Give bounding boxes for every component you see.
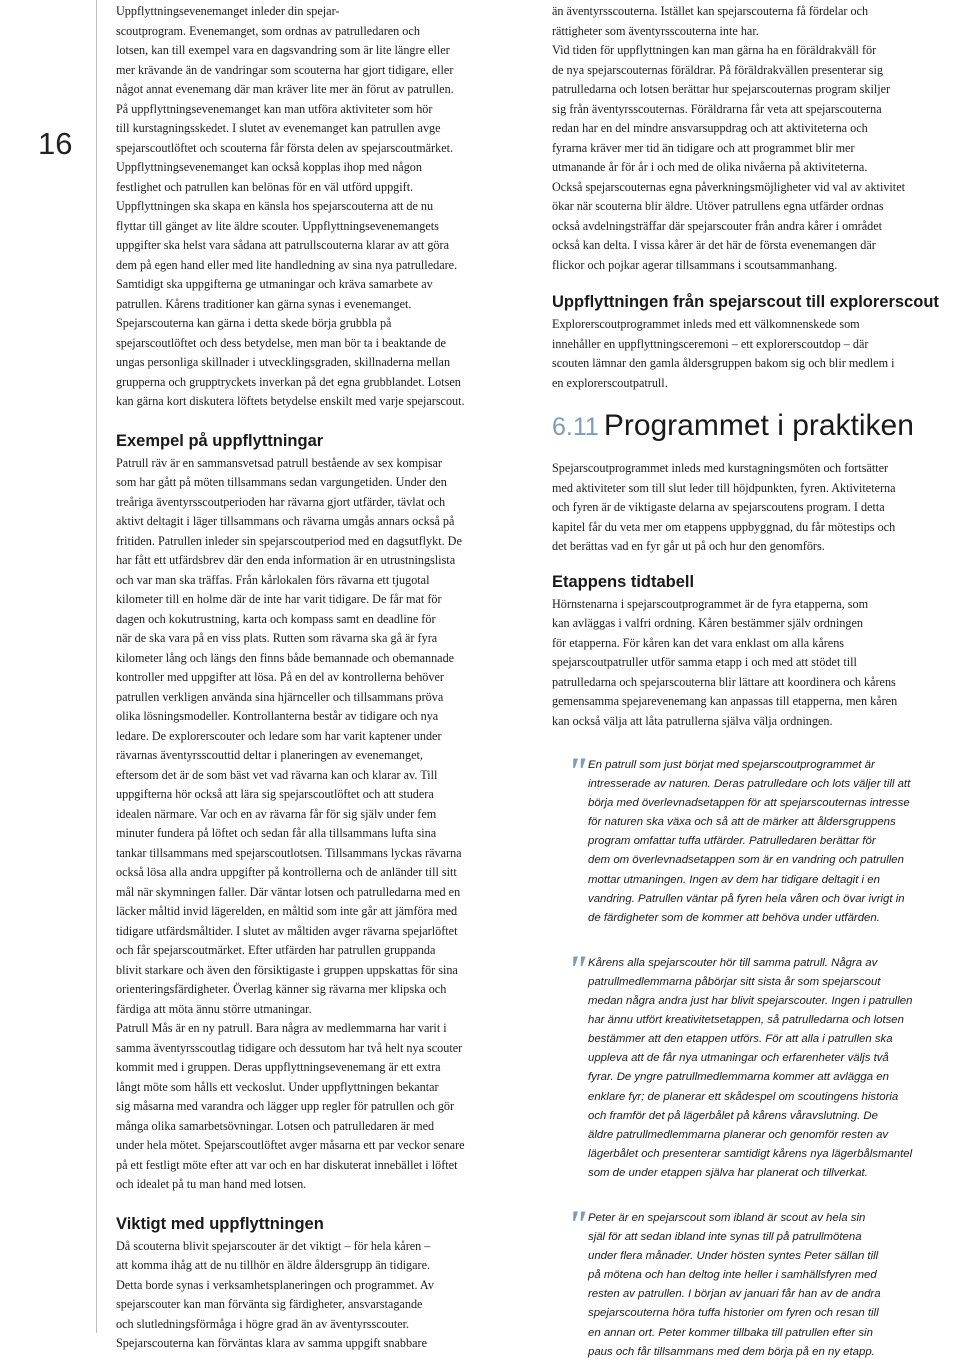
right-column: [552, 2, 958, 1362]
viktigt-paragraph: Då scouterna blivit spejarscouter är det viktigt – för hela kåren – att komma ihåg att de nu tillhör en äldre åldersgrupp än tidigare. Detta borde synas i verksamhetsplaneringen och programmet. Av spejarscouter kan man förvänta sig färdigheter, ansvarstagande och slutledningsförmåga i högre grad än av äventyrsscouter. Spejarscouterna kan förväntas klara av samma uppgift snabbare: [116, 1238, 434, 1350]
quote-block-2: [552, 946, 958, 1183]
quote-block-3: [552, 1201, 958, 1362]
intro-paragraph: Uppflyttningsevenemanget inleder din spejar- scoutprogram. Evenemanget, som ordnas av patrulledaren och lotsen, kan till exempel vara en dagsvandring som är lite längre eller mer krävande än de vandringar som scouterna har gjort tidigare, eller något annat evenemang där man kräver lite mer än förut av patrullen. På uppflyttningsevenemanget kan man utföra aktiviteter som hör till kurstagningsskedet. I slutet av evenemanget kan patrullen avge spejarscoutlöftet och scouterna får första delen av spejarscoutmärket. Uppflyttningsevenemanget kan också kopplas ihop med någon festlighet och patrullen kan belönas för en väl utförd uppgift. Uppflyttningen ska skapa en känsla hos spejarscouterna att de nu flyttar till gänget av lite äldre scouter. Uppflyttningsevenemangets uppgifter ska helst vara sådana att patrullscouterna klarar av att göra dem på egen hand eller med lite handledning av sina nya patrulledare. Samtidigt ska uppgifterna ge utmaningar och kräva samarbete av patrullen. Kårens traditioner kan gärna synas i evenemanget.: [116, 4, 458, 311]
quote-text-1: En patrull som just börjat med spejarscoutprogrammet är intresserade av naturen. Deras patrulledare och lots väljer till att börja med överlevnadsetappen för att spejarscouternas intresse för naturen ska växa och så att de märker att åldersgruppens program omfattar tuffa utfärder. Patrulledaren berättar för dem om överlevnadsetappen som är en vandring och patrullen mottar utmaningen. Ingen av dem har tidigare deltagit i en vandring. Patrullen väntar på fyren hela våren och övar ivrigt in de färdigheter som de kommer att behöva under utfärden.: [588, 759, 911, 924]
heading-exempel: Exempel på uppflyttningar: [116, 431, 324, 450]
quote-text-2: Kårens alla spejarscouter hör till samma patrull. Några av patrullmedlemmarna påbörjar sitt sista år som spejarscout medan några andra just har blivit spejarscouter. Ingen i patrullen har ännu utfört kreativitetsetappen, så patrulledarna och lotsen bestämmer att den etappen utförs. För att alla i patrullen ska uppleva att de får nya utmaningar och erfarenheter väljs två fyrar. De yngre patrullmedlemmarna kommer att avlägga en enklare fyr; de planerar ett skådespel om scoutingens historia och framför det på lägerbålet på kårens våravslutning. De äldre patrullmedlemmarna planerar och genomför resten av lägerbålet och presenterar samtidigt kårens nya lägerbålsmantel som de under etappen själva har planerat och tillverkat.: [588, 956, 913, 1179]
example-rav-paragraph: Patrull räv är en sammansvetsad patrull bestående av sex kompisar som har gått på möten tillsammans sedan vargungetiden. Under den treåriga äventyrsscoutperioden har rävarna gjort utfärder, tävlat och aktivt deltagit i läger tillsammans och rävarna umgås annars också på fritiden. Patrullen inleder sin spejarscoutperiod med en dagsutflykt. De har fått ett utfärdsbrev där den enda information är en utrustningslista och var man ska träffas. Från kårlokalen förs rävarna ett tjugotal kilometer till en holme där de inte har varit tidigare. De får mat för dagen och kokutrustning, karta och kompass samt en deadline för när de ska vara på en viss plats. Rutten som rävarna ska gå är fyra kilometer lång och längs den finns både bemannade och obemannade kontroller med uppgifter att lösa. På en del av kontrollerna behöver patrullen verkligen använda sina hjärnceller och tillsammans pröva olika lösningsmodeller. Kontrollanterna består av tidigare och nya ledare. De explorerscouter och ledare som har varit kaptener under rävarnas äventyrsscouttid deltar i planeringen av evenemanget, eftersom det är de som bäst vet vad rävarna kan och klarar av. Till uppgifterna hör också att lära sig spejarscoutlöftet och att studera idealen närmare. Var och en av rävarna får för sig själv under fem minuter fundera på löftet och sedan får alla tillsammans lufta sina tankar tillsammans med spejarscoutlotsen. Tillsammans lyckas rävarna också lösa alla andra uppgifter på kontrollerna och de anländer till sitt mål när skymningen faller. Där väntar lotsen och patrulledarna med en läcker måltid invid lägerelden, en måltid som inte går att jämföra med tidigare utfärdsmåltider. I slutet av måltiden avger rävarna spejarlöftet och får spejarscoutmärket. Efter utfärden har patrullen gruppanda blivit starkare och även den försiktigaste i gruppen uppskattas för sina orienteringsfärdigheter. Överlag känner sig rävarna mer klipska och färdiga att möta ännu större utmaningar.: [116, 455, 462, 1016]
section-heading: [552, 409, 958, 443]
left-column: [116, 2, 522, 1354]
quote-text-3: Peter är en spejarscout som ibland är scout av hela sin själ för att sedan ibland inte synas till på patrullmötena under flera månader. Under hösten syntes Peter sällan till på mötena och han deltog inte heller i samhällsfyren med resten av patrullen. I början av januari får han av de andra spejarscouterna höra tuffa historier om fyren och resan till en annan ort. Peter kommer tillbaka till patrullen efter sin paus och får tillsammans med dem börja på en ny etapp.: [588, 1211, 881, 1358]
quote-block-1: [552, 749, 958, 928]
heading-viktigt: Viktigt med uppflyttningen: [116, 1214, 324, 1233]
margin-rule: [96, 0, 97, 1333]
heading-tidtabell: Etappens tidtabell: [552, 572, 695, 591]
example-mas-paragraph: Patrull Mås är en ny patrull. Bara några av medlemmarna har varit i samma äventyrsscoutlag tidigare och dessutom har två helt nya scouter kommit med i gruppen. Deras uppflyttningsevenemang är ett extra långt möte som hålls ett veckoslut. Under uppflyttningen bekantar sig måsarna med varandra och lägger upp regler för patrullen och gör många olika samarbetsövningar. Lotsen och patrulledaren är med under hela mötet. Spejarscoutlöftet avger måsarna ett par veckor senare på ett festligt möte efter att var och en har diskuterat innebället i löftet och idealet på tu man hand med lotsen.: [116, 1021, 465, 1191]
lotsen-paragraph: Spejarscouterna kan gärna i detta skede börja grubbla på spejarscoutlöftet och dess betydelse, men man bör ta i beaktande de ungas personliga skillnader i utvecklingsgraden, skillnaderna mellan grupperna och grupptryckets inverkan på det egna grubblandet. Lotsen kan gärna kort diskutera löftets betydelse enskilt med varje spejarscout.: [116, 316, 465, 408]
section-number: 6.11: [552, 413, 599, 441]
quote-mark-icon: ": [566, 749, 589, 794]
page-number: 16: [38, 126, 73, 161]
quote-mark-icon: ": [566, 946, 589, 992]
quote-mark-icon: ": [566, 1201, 589, 1247]
praktiken-paragraph: Spejarscoutprogrammet inleds med kurstagningsmöten och fortsätter med aktiviteter som till slut leder till höjdpunkten, fyren. Aktiviteterna och fyren är de viktigaste delarna av spejarscoutens program. I detta kapitel får du veta mer om etappens uppbyggnad, du får mötestips och det berättas vad en fyr går ut på och hur den genomförs.: [552, 461, 896, 553]
tidtabell-paragraph: Hörnstenarna i spejarscoutprogrammet är de fyra etapperna, som kan avläggas i valfri ordning. Kåren bestämmer själv ordningen för etapperna. För kåren kan det vara enklast om alla kårens spejarscoutpatruller utför samma etapp i och med att stödet till patrulledarna och spejarscouterna blir lättare att koordinera och kårens gemensamma spejarevenemang kan anpassas till etapperna, men kåren kan också välja att låta patrullerna själva välja ordningen.: [552, 596, 898, 728]
explorerscout-paragraph: Explorerscoutprogrammet inleds med ett välkomnenskede som innehåller en uppflyttningsceremoni – ett explorerscoutdop – där scouten lämnar den gamla åldersgruppen bakom sig och blir medlem i en explorerscoutpatrull.: [552, 317, 895, 390]
heading-explorerscout: Uppflyttningen från spejarscout till explorerscout: [552, 293, 939, 311]
section-title: Programmet i praktiken: [603, 409, 914, 442]
foraldrakvall-paragraph: än äventyrsscouterna. Istället kan spejarscouterna få fördelar och rättigheter som äventyrsscouterna inte har. Vid tiden för uppflyttningen kan man gärna ha en föräldrakväll för de nya spejarscouternas föräldrar. På föräldrakvällen presenterar sig patrulledarna och lotsen berättar hur spejarscouternas program skiljer sig från äventyrsscouternas. Föräldrarna får veta att spejarscouterna redan har en del mindre ansvarsuppdrag och att aktiviteterna och fyrarna kräver mer tid än tidigare och att programmet blir mer utmanande år för år i och med de olika nivåerna på aktiviteterna. Också spejarscouternas egna påverkningsmöjligheter vid val av aktivitet ökar när scouterna blir äldre. Utöver patrullens egna utfärder ordnas också avdelningsträffar där spejarscouter från andra kårer i området också kan delta. I vissa kårer är det här de första evenemangen där flickor och pojkar agerar tillsammans i scoutsammanhang.: [552, 4, 905, 272]
